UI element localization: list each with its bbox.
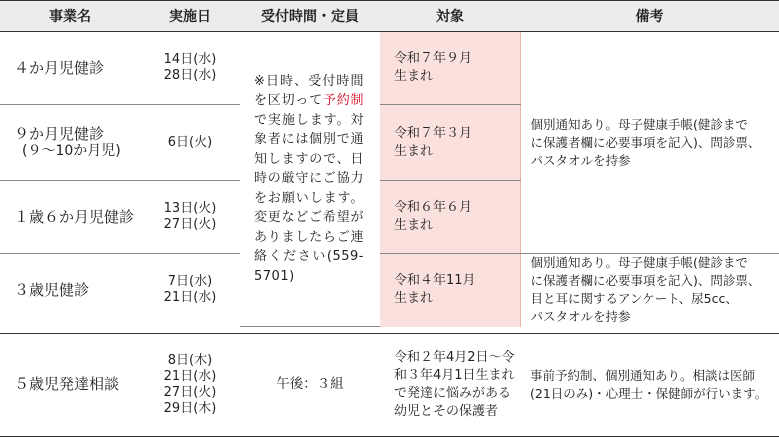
header-date: 実施日 — [140, 1, 240, 32]
remarks-line: 事前予約制、個別通知あり。相談は医師 — [530, 367, 756, 383]
date-item: 29日(木) — [163, 400, 217, 416]
target-line: 令和６年６月 — [394, 200, 473, 215]
date-item: 21日(水) — [163, 290, 217, 306]
table-row — [0, 254, 779, 327]
target-line: 令和４年11月 — [394, 273, 476, 289]
program-dates — [140, 254, 240, 327]
target-line: 生まれ — [394, 291, 434, 307]
remarks-line: に保護者欄に必要事項を記入)、問診票、 — [530, 134, 761, 150]
target-line: 和３年4月1日生まれ — [394, 367, 515, 383]
target-line: 生まれ — [394, 143, 434, 159]
date-item: 8日(木) — [167, 352, 213, 368]
date-item: 13日(火) — [163, 201, 217, 216]
target-line: 生まれ — [394, 218, 434, 233]
program-name — [0, 105, 140, 181]
header-name: 事業名 — [0, 1, 140, 32]
date-item: 7日(水) — [167, 274, 213, 290]
program-dates — [140, 105, 240, 181]
table-header-row — [0, 1, 779, 32]
date-item: 14日(水) — [163, 52, 217, 67]
date-item: 27日(火) — [163, 384, 217, 400]
remarks-group-3 — [520, 334, 779, 436]
remarks-group-2 — [520, 254, 779, 327]
target-cell — [380, 181, 520, 254]
remarks-line: パスタオルを持参 — [530, 152, 631, 168]
remarks-group-1 — [520, 32, 779, 254]
target-line: 令和７年９月 — [394, 51, 473, 66]
remarks-line: 目と耳に関するアンケート、尿5cc、 — [530, 291, 738, 307]
remarks-line: に保護者欄に必要事項を記入)、問診票、 — [530, 273, 761, 289]
reception-note — [240, 32, 380, 327]
date-item: 21日(水) — [163, 368, 217, 384]
program-name: ３歳児健診 — [14, 280, 90, 299]
program-name: ５歳児発達相談 — [14, 375, 120, 394]
table-bottom-border — [0, 436, 779, 437]
program-name: １歳６か月児健診 — [0, 181, 140, 254]
section-divider — [0, 327, 779, 334]
date-item: 27日(火) — [163, 217, 217, 232]
remarks-line: パスタオルを持参 — [530, 309, 631, 325]
target-cell — [380, 32, 520, 105]
date-item: 28日(水) — [163, 68, 217, 83]
header-reception: 受付時間・定員 — [240, 1, 380, 32]
target-cell — [380, 334, 520, 436]
target-line: 生まれ — [394, 69, 434, 84]
program-name-sub: (９～10か月児) — [22, 142, 121, 159]
target-line: で発達に悩みがある — [394, 385, 512, 401]
table-row — [0, 32, 779, 105]
reception-note-text: ※日時、受付時間を区切って — [254, 73, 364, 109]
remarks-line: (21日のみ)・心理士・保健師が行います。 — [530, 385, 768, 401]
program-name-main: ９か月児健診 — [14, 124, 105, 143]
date-item: 6日(火) — [167, 134, 213, 150]
reception-note-text-rest: で実施します。対象者には個別で通知しますので、日時の厳守にご協力をお願いします。変更などご希望がありましたらご連絡ください(559-5701) — [254, 112, 364, 284]
program-dates — [140, 32, 240, 105]
program-dates — [140, 181, 240, 254]
remarks-line: 個別通知あり。母子健康手帳(健診まで — [530, 255, 748, 271]
program-dates — [140, 334, 240, 436]
header-remarks: 備考 — [520, 1, 779, 32]
target-line: 令和７年３月 — [394, 125, 473, 141]
remarks-line: 個別通知あり。母子健康手帳(健診まで — [530, 116, 748, 132]
target-cell — [380, 254, 520, 327]
target-cell — [380, 105, 520, 181]
table-row — [0, 334, 779, 436]
reception-capacity: 午後：３組 — [276, 376, 344, 393]
target-line: 幼児とその保護者 — [394, 403, 499, 419]
target-line: 令和２年4月2日～令 — [394, 349, 515, 365]
program-name: ４か月児健診 — [0, 32, 140, 105]
header-target: 対象 — [380, 1, 520, 32]
reservation-highlight: 予約制 — [322, 93, 364, 109]
